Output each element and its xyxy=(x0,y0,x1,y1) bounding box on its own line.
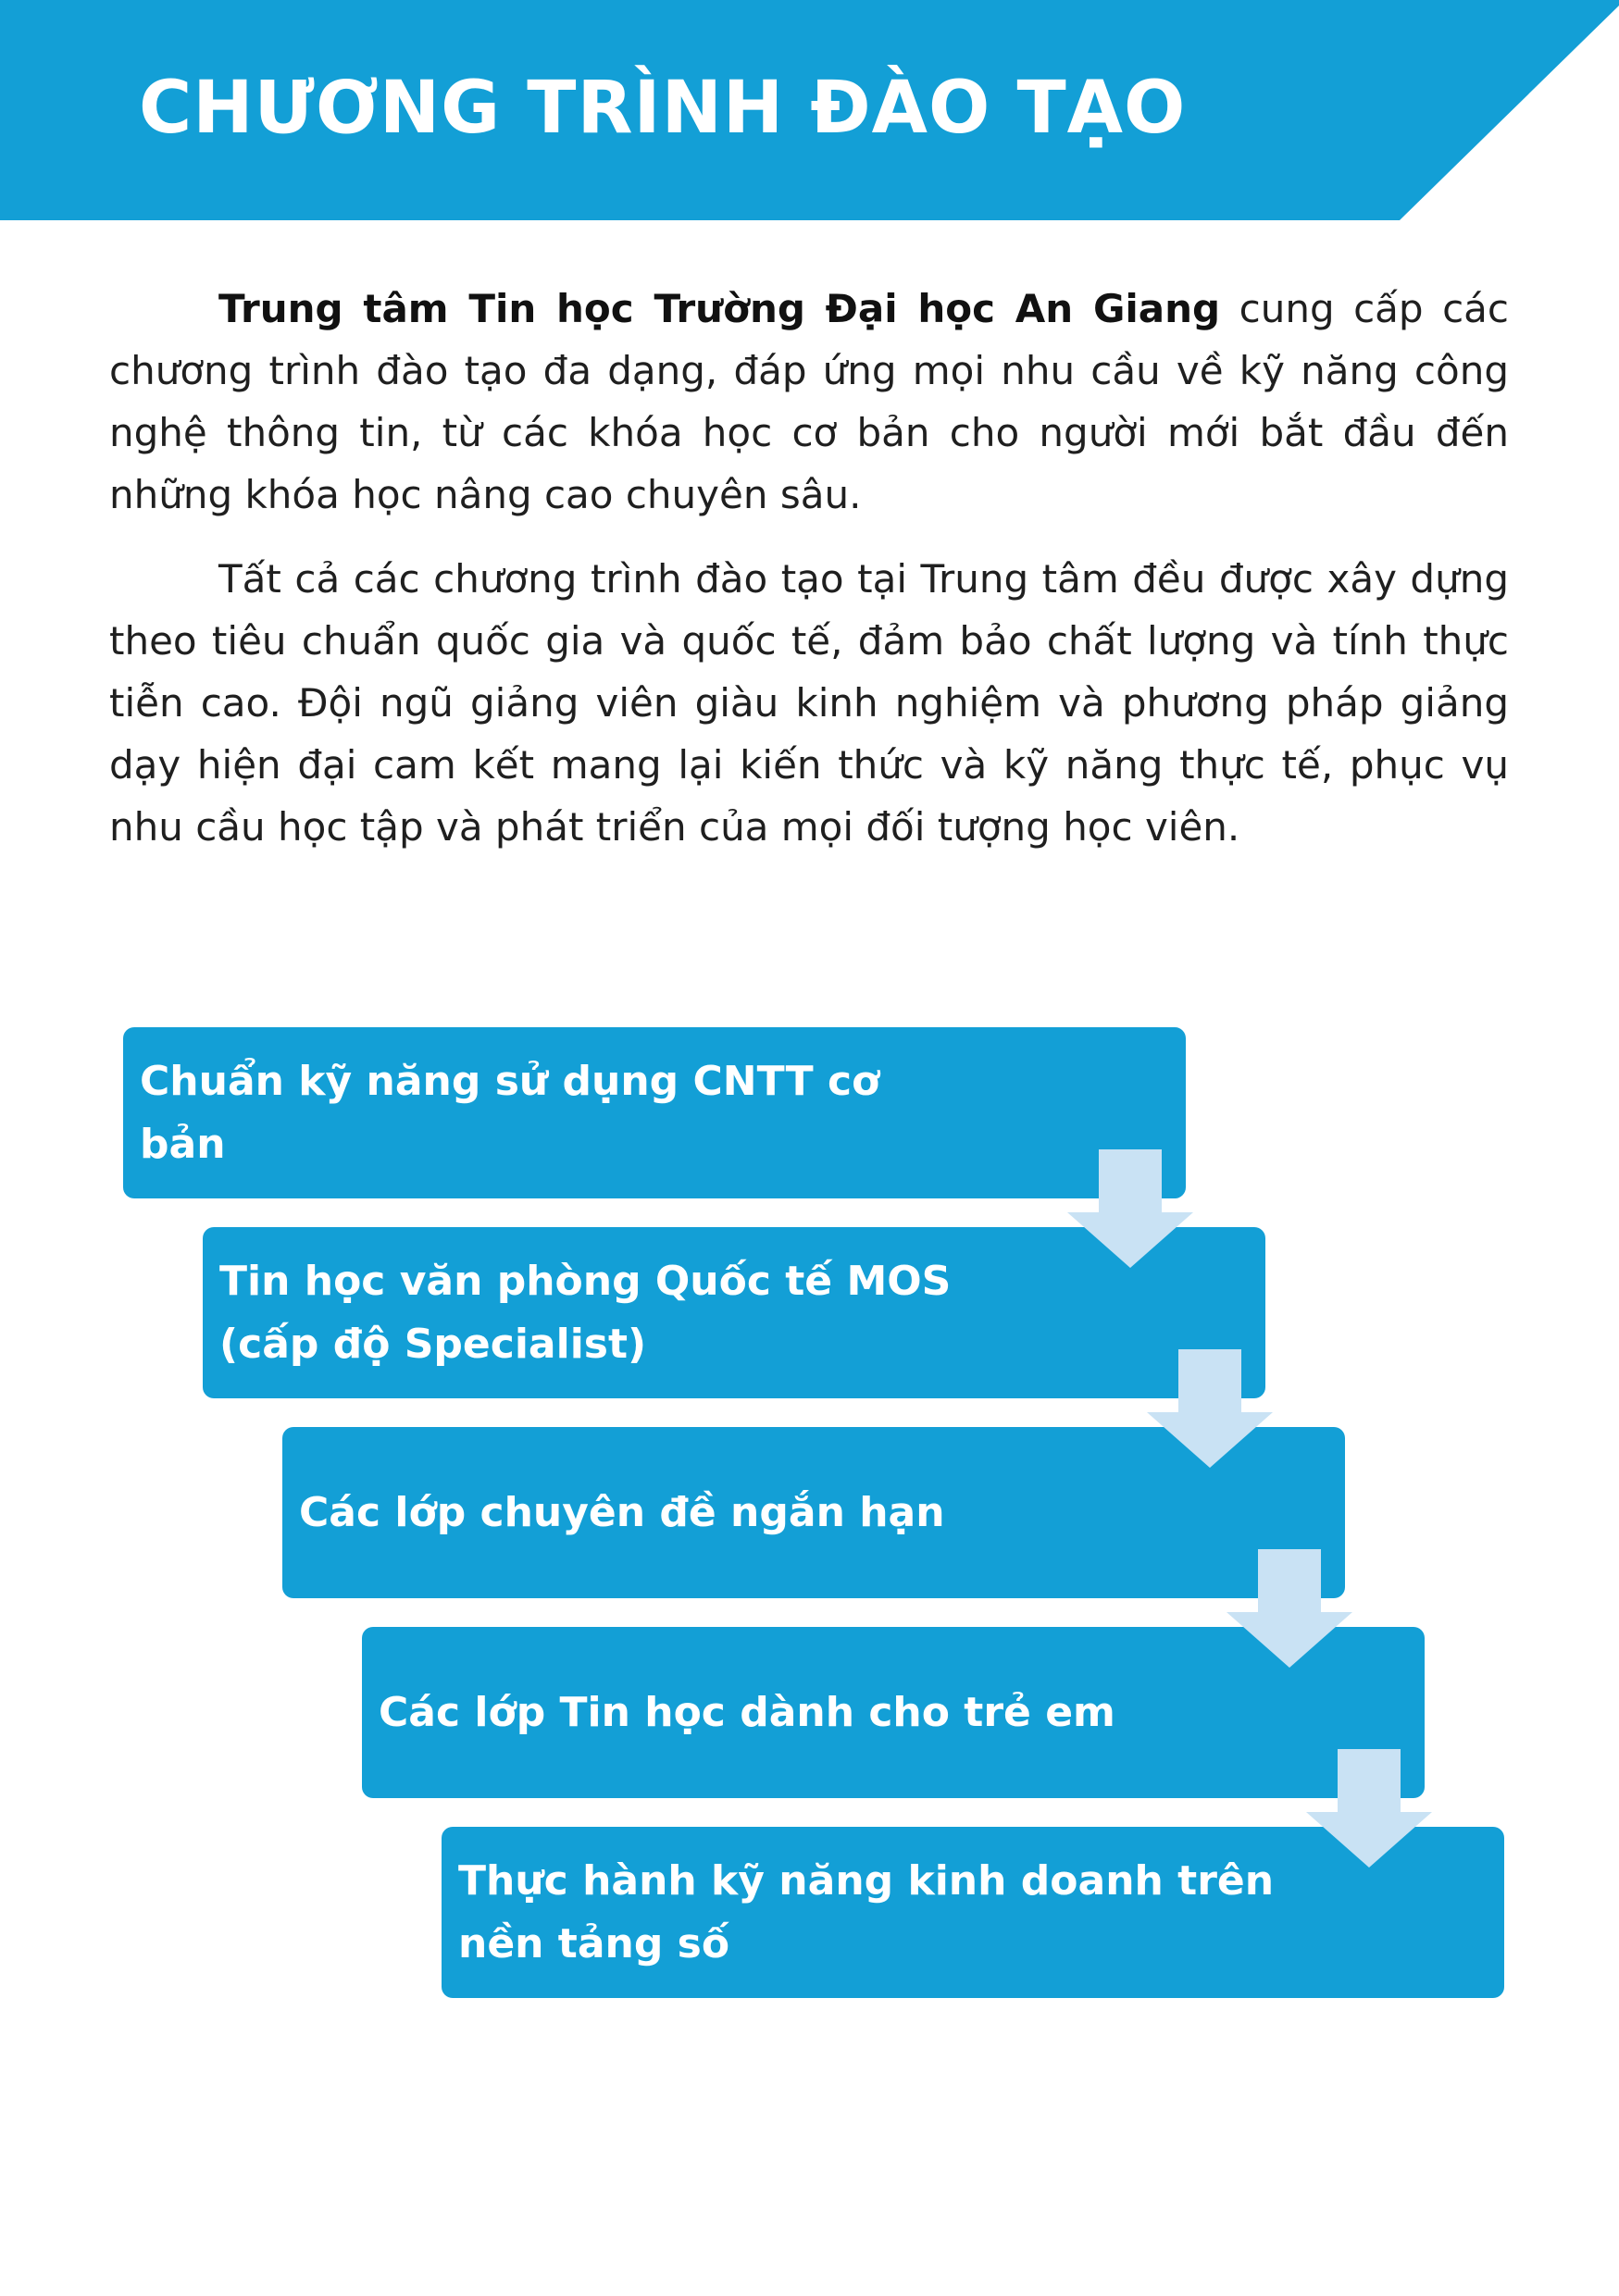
program-step-4-label: Các lớp Tin học dành cho trẻ em xyxy=(379,1688,1115,1736)
intro-paragraph-1 xyxy=(109,278,1509,526)
program-step-3-label: Các lớp chuyên đề ngắn hạn xyxy=(299,1488,945,1536)
intro-text xyxy=(109,278,1509,880)
program-step-1-label: Chuẩn kỹ năng sử dụng CNTT cơ bản xyxy=(140,1057,880,1168)
program-step-5-label: Thực hành kỹ năng kinh doanh trên nền tảng số xyxy=(458,1856,1275,1967)
program-step-5 xyxy=(442,1827,1504,1998)
program-step-3 xyxy=(282,1427,1345,1598)
program-step-4 xyxy=(362,1627,1425,1798)
program-step-2-label: Tin học văn phòng Quốc tế MOS (cấp độ Specialist) xyxy=(219,1257,952,1368)
intro-paragraph-1-text: cung cấp các chương trình đào tạo đa dạng, đáp ứng mọi nhu cầu về kỹ năng công nghệ thông tin, từ các khóa học cơ bản cho người mới bắt đầu đến những khóa học nâng cao chuyên sâu. xyxy=(109,286,1509,517)
center-name: Trung tâm Tin học Trường Đại học An Giang xyxy=(218,286,1221,331)
intro-paragraph-2: Tất cả các chương trình đào tạo tại Trung tâm đều được xây dựng theo tiêu chuẩn quốc gia và quốc tế, đảm bảo chất lượng và tính thực tiễn cao. Đội ngũ giảng viên giàu kinh nghiệm và phương pháp giảng dạy hiện đại cam kết mang lại kiến thức và kỹ năng thực tế, phục vụ nhu cầu học tập và phát triển của mọi đối tượng học viên. xyxy=(109,556,1509,850)
program-step-1 xyxy=(123,1027,1186,1198)
page-title: CHƯƠNG TRÌNH ĐÀO TẠO xyxy=(139,67,1187,150)
program-step-2 xyxy=(203,1227,1265,1398)
